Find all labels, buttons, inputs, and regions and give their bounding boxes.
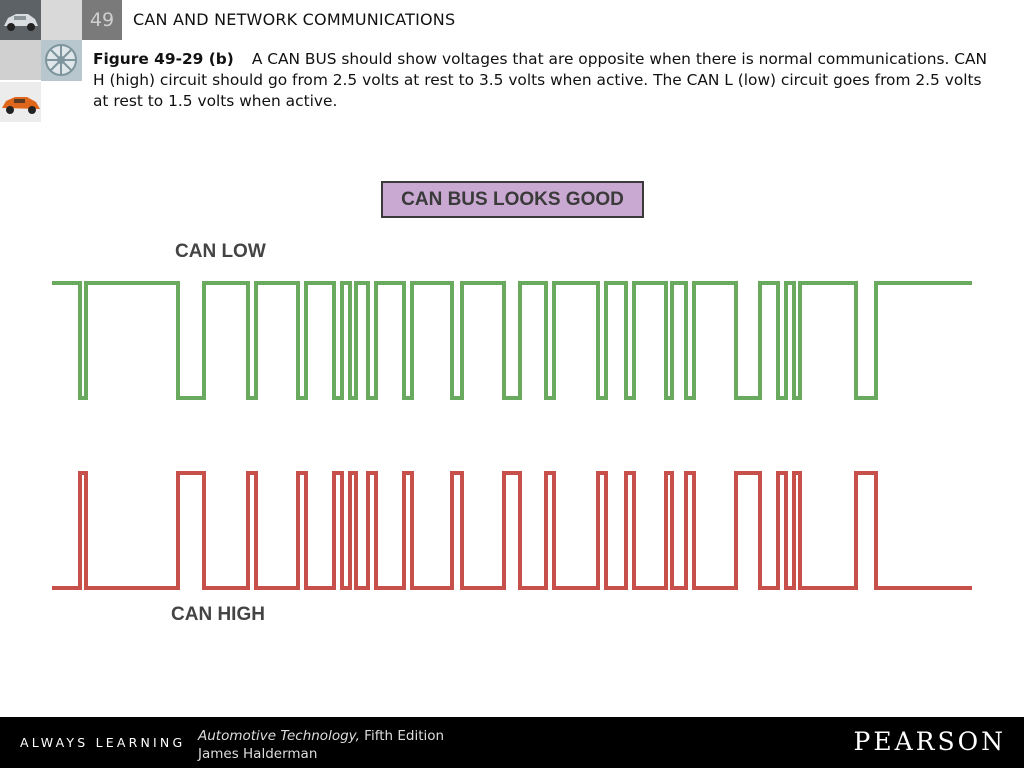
waveform-traces [0,170,1024,640]
can-low-trace [52,283,972,398]
status-box: CAN BUS LOOKS GOOD [381,181,644,218]
can-high-trace [52,473,972,588]
can-high-label: CAN HIGH [171,604,265,625]
car-silver-icon [0,0,41,40]
gray-thumbnail [0,40,41,80]
caption-text: A CAN BUS should show voltages that are opposite when there is normal communications. CAN H (high) circuit should go from 2.5 volts at rest to 3.5 volts when active. The CAN L (low) circuit goes from 2.5 volts at rest to 1.5 volts when active. [93,50,988,110]
figure-caption [93,49,993,112]
header-strip [41,0,82,40]
footer-tagline: ALWAYS LEARNING [20,735,186,750]
figure-label: Figure 49-29 (b) [93,50,234,68]
footer-bar [0,717,1024,768]
header-thumbnails [0,0,41,122]
chapter-title: CAN AND NETWORK COMMUNICATIONS [133,10,456,29]
wheel-icon [41,40,82,81]
book-info [198,727,444,763]
chapter-number: 49 [82,0,122,40]
book-author: James Halderman [198,746,318,762]
can-low-label: CAN LOW [175,241,266,262]
can-bus-figure [0,170,1024,640]
book-title: Automotive Technology, [198,728,360,744]
car-orange-icon [0,82,41,122]
publisher-logo: PEARSON [853,727,1006,756]
book-edition: Fifth Edition [364,728,445,744]
